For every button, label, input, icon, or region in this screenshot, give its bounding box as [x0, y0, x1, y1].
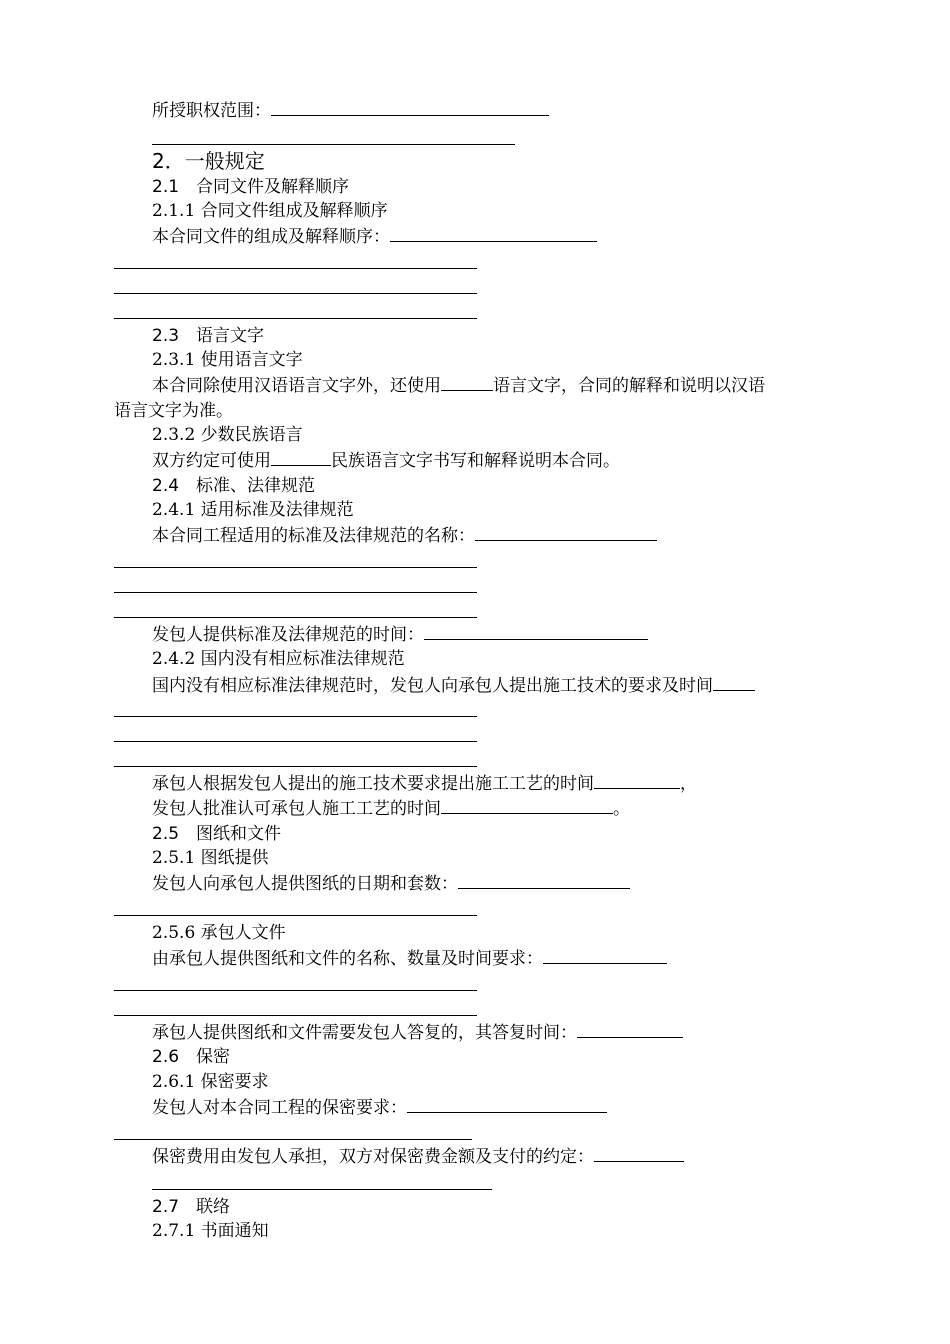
fill-blank[interactable] [713, 676, 755, 691]
subsection-heading: 2.5 图纸和文件 [152, 824, 282, 844]
clause-title: 2.6.1 保密要求 [152, 1072, 269, 1092]
clause-title: 2.4.1 适用标准及法律规范 [152, 500, 354, 520]
clause-title: 2.5.1 图纸提供 [152, 848, 269, 868]
clause-text: 发包人批准认可承包人施工工艺的时间 。 [152, 799, 630, 819]
blank-rule[interactable] [114, 1139, 472, 1140]
clause-text: 发包人提供标准及法律规范的时间： [152, 624, 648, 646]
blank-rule[interactable] [152, 1189, 492, 1190]
clause-text: 承包人根据发包人提出的施工技术要求提出施工工艺的时间 ， [152, 774, 697, 794]
ethnic-language-blank[interactable] [271, 451, 331, 466]
clause-text: 语言文字为准。 [114, 401, 233, 421]
fill-blank[interactable] [441, 799, 613, 814]
blank-rule[interactable] [114, 293, 477, 294]
blank-rule[interactable] [114, 990, 477, 991]
section-heading: 2．一般规定 [152, 149, 265, 173]
clause-text: 双方约定可使用 民族语言文字书写和解释说明本合同。 [152, 451, 620, 471]
clause-title: 2.4.2 国内没有相应标准法律规范 [152, 649, 405, 669]
authority-scope-line: 所授职权范围： [152, 100, 549, 122]
fill-blank[interactable] [577, 1023, 683, 1038]
clause-text: 本合同工程适用的标准及法律规范的名称： [152, 525, 657, 547]
fill-blank[interactable] [407, 1098, 607, 1113]
blank-rule[interactable] [114, 268, 477, 269]
blank-rule[interactable] [114, 1015, 477, 1016]
fill-blank[interactable] [475, 526, 657, 541]
blank-rule[interactable] [114, 741, 477, 742]
fill-blank[interactable] [458, 874, 630, 889]
blank-rule[interactable] [114, 617, 477, 618]
blank-rule[interactable] [114, 766, 477, 767]
language-blank[interactable] [441, 376, 493, 391]
clause-text: 发包人向承包人提供图纸的日期和套数： [152, 873, 630, 895]
clause-text: 由承包人提供图纸和文件的名称、数量及时间要求： [152, 948, 667, 970]
clause-title: 2.3.1 使用语言文字 [152, 350, 303, 370]
clause-text: 国内没有相应标准法律规范时，发包人向承包人提出施工技术的要求及时间 [152, 675, 755, 697]
clause-text: 发包人对本合同工程的保密要求： [152, 1097, 607, 1119]
subsection-heading: 2.1 合同文件及解释顺序 [152, 177, 350, 197]
fill-blank[interactable] [594, 774, 680, 789]
clause-title: 2.1.1 合同文件组成及解释顺序 [152, 201, 388, 221]
blank-rule[interactable] [152, 144, 515, 145]
fill-blank[interactable] [543, 949, 667, 964]
fill-blank[interactable] [594, 1147, 684, 1162]
blank-rule[interactable] [114, 567, 477, 568]
clause-title: 2.3.2 少数民族语言 [152, 425, 303, 445]
blank-rule[interactable] [114, 915, 477, 916]
clause-text: 承包人提供图纸和文件需要发包人答复的，其答复时间： [152, 1022, 683, 1044]
clause-text: 本合同文件的组成及解释顺序： [152, 226, 597, 248]
blank-rule[interactable] [114, 716, 477, 717]
clause-text: 保密费用由发包人承担，双方对保密费金额及支付的约定： [152, 1146, 684, 1168]
subsection-heading: 2.7 联络 [152, 1197, 231, 1217]
subsection-heading: 2.6 保密 [152, 1047, 231, 1067]
subsection-heading: 2.3 语言文字 [152, 326, 265, 346]
clause-title: 2.5.6 承包人文件 [152, 923, 286, 943]
fill-blank[interactable] [390, 227, 597, 242]
blank-rule[interactable] [114, 592, 477, 593]
subsection-heading: 2.4 标准、法律规范 [152, 476, 316, 496]
fill-blank[interactable] [424, 625, 648, 640]
blank-rule[interactable] [114, 318, 477, 319]
clause-title: 2.7.1 书面通知 [152, 1221, 269, 1241]
clause-text: 本合同除使用汉语语言文字外，还使用 语言文字，合同的解释和说明以汉语 [152, 376, 765, 396]
authority-scope-blank[interactable] [271, 101, 549, 116]
